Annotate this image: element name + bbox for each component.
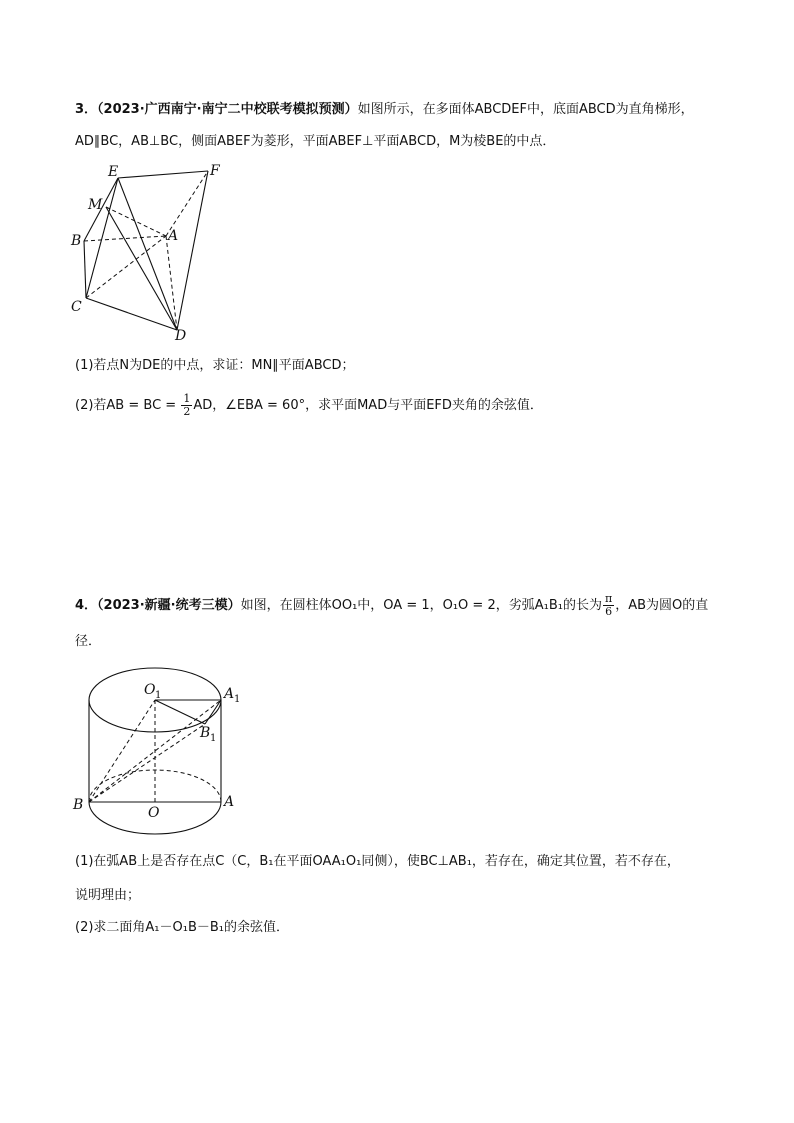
- label-A: A: [168, 228, 179, 244]
- label-E: E: [108, 164, 119, 180]
- problem3-question1: (1)若点N为DE的中点，求证：MN∥平面ABCD；: [75, 358, 355, 373]
- fraction-pi-6: $\frac{\pi}{6}$: [604, 592, 613, 618]
- svg-text:1: 1: [234, 694, 241, 705]
- label-A1: A: [224, 686, 235, 702]
- label-B1: B: [200, 725, 211, 741]
- label-M: M: [88, 197, 103, 213]
- label-C: C: [71, 299, 82, 315]
- label-B: B: [73, 797, 84, 813]
- problem3-header: [75, 100, 694, 120]
- problem3-question2: (2)若AB = BC = $\frac{1}{2}$ AD，∠EBA = 60°，求平面MAD与平面EFD夹角的余弦值．: [75, 392, 543, 418]
- problem3-figure: [70, 160, 240, 345]
- problem4-question1b: 说明理由；: [75, 888, 141, 903]
- problem3-number: 3．: [75, 102, 98, 117]
- label-O1: O: [144, 682, 156, 698]
- problem4-number: 4．: [75, 598, 98, 613]
- label-D: D: [175, 328, 187, 344]
- label-B: B: [71, 233, 82, 249]
- label-F: F: [210, 163, 220, 179]
- problem4-stem-end: 径．: [75, 634, 102, 649]
- problem4-question1a: (1)在弧AB上是否存在点C（C，B₁在平面OAA₁O₁同侧），使BC⊥AB₁，若存在，确定其位置，若不存在，: [75, 854, 680, 869]
- label-A: A: [224, 794, 235, 810]
- svg-text:1: 1: [210, 733, 217, 744]
- label-O: O: [148, 805, 160, 821]
- problem3-condition: AD∥BC，AB⊥BC，侧面ABEF为菱形，平面ABEF⊥平面ABCD，M为棱BE的中点．: [75, 134, 556, 149]
- svg-text:1: 1: [155, 690, 162, 701]
- problem4-source: （2023·新疆·统考三模）: [97, 598, 241, 613]
- problem4-question2: (2)求二面角A₁－O₁B－B₁的余弦值．: [75, 920, 290, 935]
- problem4-figure: [70, 665, 250, 840]
- fraction-half: $\frac{1}{2}$: [183, 392, 191, 418]
- problem4-header: 4．（2023·新疆·统考三模）如图，在圆柱体OO₁中，OA = 1，O₁O = 2，劣弧A₁B₁的长为 $\frac{\pi}{6}$ ，AB为圆O的直: [75, 592, 709, 618]
- problem3-stem: 如图所示，在多面体ABCDEF中，底面ABCD为直角梯形，: [357, 102, 694, 117]
- problem3-source: （2023·广西南宁·南宁二中校联考模拟预测）: [97, 102, 358, 117]
